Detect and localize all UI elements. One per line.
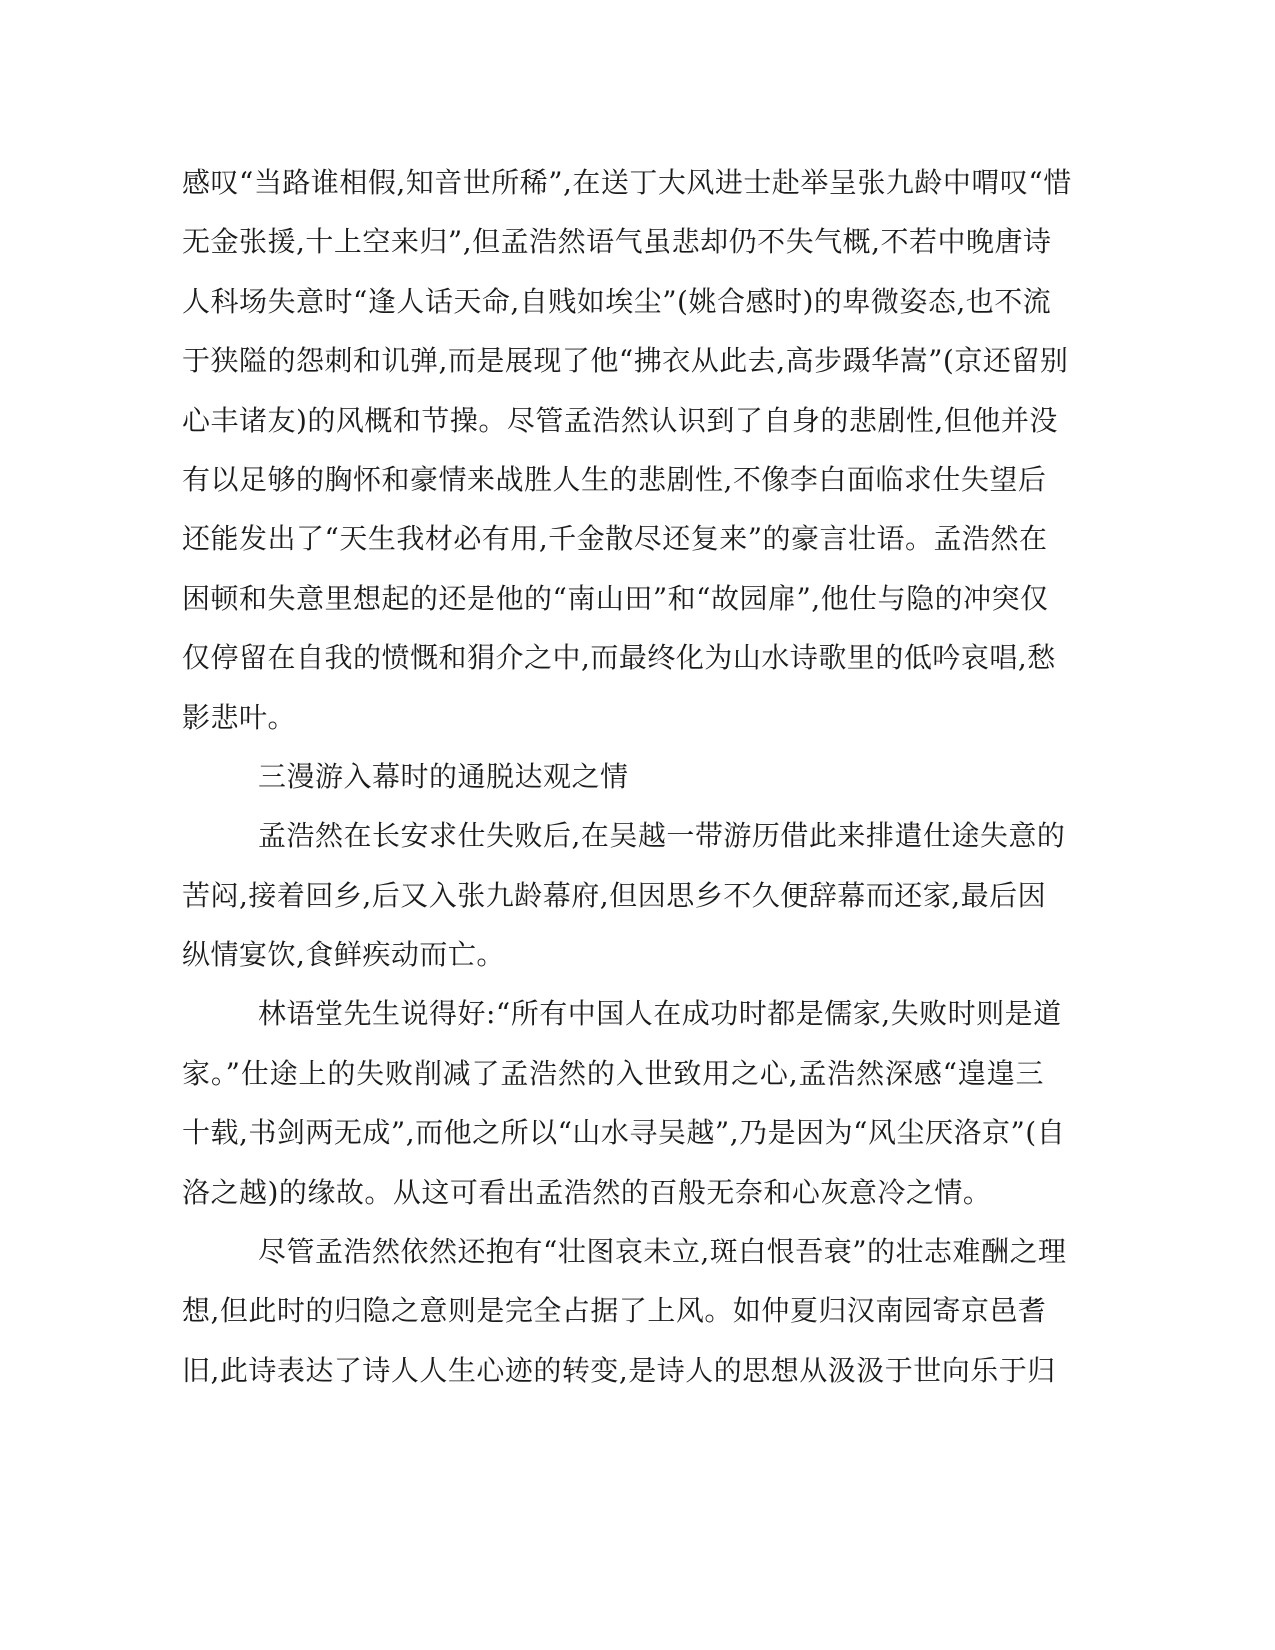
text-line: 无金张援,十上空来归”,但孟浩然语气虽悲却仍不失气概,不若中晚唐诗 xyxy=(182,225,1052,259)
text-line: 有以足够的胸怀和豪情来战胜人生的悲剧性,不像李白面临求仕失望后 xyxy=(182,462,1047,496)
text-line: 孟浩然在长安求仕失败后,在吴越一带游历借此来排遣仕途失意的 xyxy=(258,819,1066,853)
text-line: 想,但此时的归隐之意则是完全占据了上风。如仲夏归汉南园寄京邑耆 xyxy=(182,1294,1047,1328)
text-line: 影悲叶。 xyxy=(182,700,297,734)
text-line: 旧,此诗表达了诗人人生心迹的转变,是诗人的思想从汲汲于世向乐于归 xyxy=(182,1353,1056,1387)
text-line: 十载,书剑两无成”,而他之所以“山水寻吴越”,乃是因为“风尘厌洛京”(自 xyxy=(182,1116,1066,1150)
document-page xyxy=(182,153,1072,1400)
text-line: 心丰诸友)的风概和节操。尽管孟浩然认识到了自身的悲剧性,但他并没 xyxy=(182,403,1058,437)
text-line: 人科场失意时“逢人话天命,自贱如埃尘”(姚合感时)的卑微姿态,也不流 xyxy=(182,284,1052,318)
text-line: 于狭隘的怨刺和讥弹,而是展现了他“拂衣从此去,高步蹑华嵩”(京还留别 xyxy=(182,344,1069,378)
text-line: 感叹“当路谁相假,知音世所稀”,在送丁大风进士赴举呈张九龄中喟叹“惜 xyxy=(182,166,1072,199)
section-heading: 三漫游入幕时的通脱达观之情 xyxy=(258,759,629,793)
text-line: 苦闷,接着回乡,后又入张九龄幕府,但因思乡不久便辞幕而还家,最后因 xyxy=(182,878,1047,912)
text-line: 纵情宴饮,食鲜疾动而亡。 xyxy=(182,938,505,972)
text-line: 还能发出了“天生我材必有用,千金散尽还复来”的豪言壮语。孟浩然在 xyxy=(182,522,1048,556)
text-line: 林语堂先生说得好:“所有中国人在成功时都是儒家,失败时则是道 xyxy=(258,997,1062,1031)
text-line: 洛之越)的缘故。从这可看出孟浩然的百般无奈和心灰意冷之情。 xyxy=(182,1175,992,1209)
text-line: 仅停留在自我的愤慨和狷介之中,而最终化为山水诗歌里的低吟哀唱,愁 xyxy=(182,641,1056,675)
text-line: 尽管孟浩然依然还抱有“壮图哀未立,斑白恨吾衰”的壮志难酬之理 xyxy=(258,1235,1067,1269)
text-line: 家。”仕途上的失败削减了孟浩然的入世致用之心,孟浩然深感“遑遑三 xyxy=(182,1056,1044,1090)
text-line: 困顿和失意里想起的还是他的“南山田”和“故园扉”,他仕与隐的冲突仅 xyxy=(182,581,1049,615)
